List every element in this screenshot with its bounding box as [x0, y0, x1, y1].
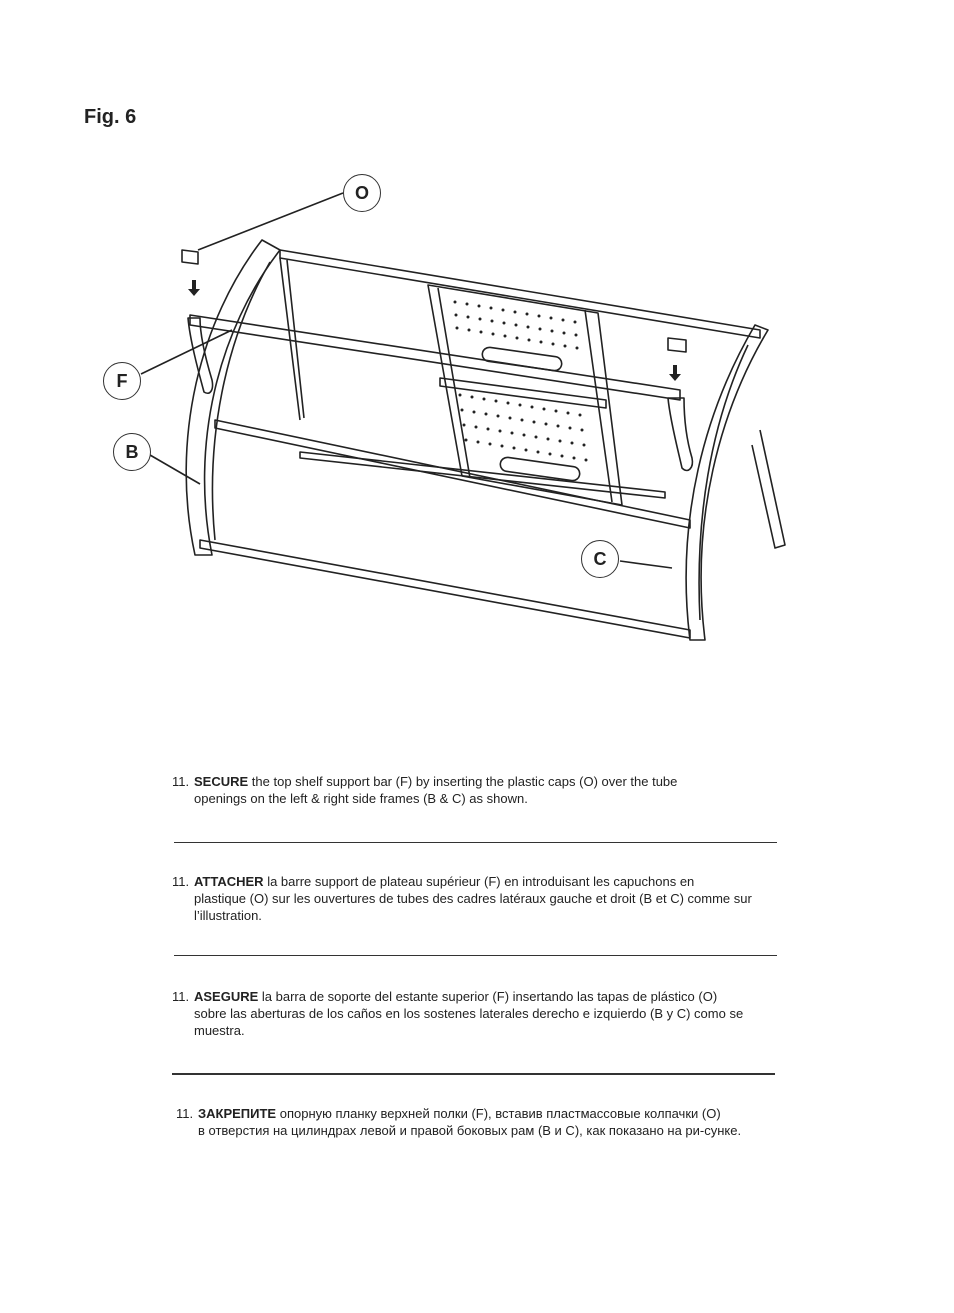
step-verb: SECURE: [194, 774, 249, 789]
divider-line: [174, 842, 777, 843]
callout-b: B: [113, 433, 151, 471]
figure-title: Fig. 6: [84, 106, 137, 128]
instruction-french: [172, 873, 782, 924]
step-text-rest: plastique (O) sur les ouvertures de tubes des cadres latéraux gauche et droit (B et C) comme sur l’illustration.: [194, 891, 752, 923]
step-number: 11.: [176, 1106, 194, 1121]
callout-c: C: [581, 540, 619, 578]
step-text-first-line: la barra de soporte del estante superior (F) insertando las tapas de plástico (O): [258, 989, 718, 1004]
step-verb: ATTACHER: [194, 874, 264, 889]
instruction-spanish: [172, 988, 782, 1039]
step-verb: ЗАКРЕПИТЕ: [198, 1106, 277, 1121]
step-text-rest: в отверстия на цилиндрах левой и правой боковых рам (B и C), как показано на ри-сунке.: [198, 1123, 742, 1138]
step-text-rest: openings on the left & right side frames (B & C) as shown.: [194, 791, 528, 806]
step-text-first-line: опорную планку верхней полки (F), вставив пластмассовые колпачки (O): [276, 1106, 721, 1121]
step-verb: ASEGURE: [194, 989, 259, 1004]
divider-line: [174, 955, 777, 956]
step-number: 11.: [172, 874, 190, 889]
step-text-rest: sobre las aberturas de los caños en los sostenes laterales derecho e izquierdo (B y C) como se muestra.: [194, 1006, 744, 1038]
step-number: 11.: [172, 989, 190, 1004]
step-number: 11.: [172, 774, 190, 789]
instruction-english: [172, 773, 782, 807]
step-text-first-line: la barre support de plateau supérieur (F) en introduisant les capuchons en: [263, 874, 695, 889]
instruction-russian: [176, 1105, 786, 1139]
callout-o: O: [343, 174, 381, 212]
callout-f: F: [103, 362, 141, 400]
divider-line: [172, 1073, 775, 1075]
step-text-first-line: the top shelf support bar (F) by inserting the plastic caps (O) over the tube: [248, 774, 678, 789]
